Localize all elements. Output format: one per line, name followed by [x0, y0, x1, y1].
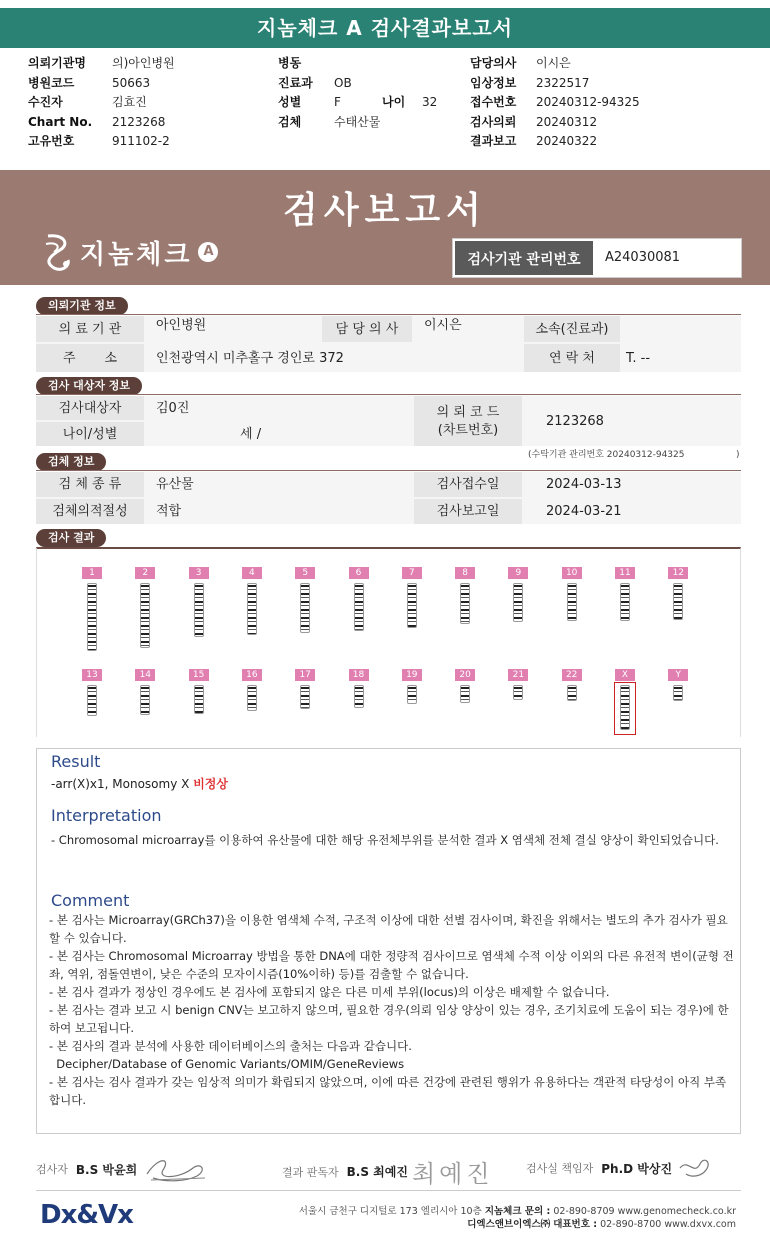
- specimen-fit-value: 적합: [156, 504, 182, 519]
- chromosome-ideogram: [354, 583, 364, 631]
- chromosome-label: 22: [562, 669, 582, 681]
- report-date-label: 검사보고일: [414, 499, 522, 524]
- field-value: 32: [422, 95, 438, 109]
- field-label: 결과보고: [470, 134, 517, 148]
- field-label: 진료과: [278, 75, 313, 90]
- comment-list: [49, 911, 735, 1109]
- footer-line-2: [467, 1216, 736, 1230]
- chromosome-label: 18: [349, 669, 369, 681]
- comment-item: - 본 검사는 Chromosomal Microarray 방법을 통한 DNA에 대한 정량적 검사이므로 염색체 수적 이상 이외의 다른 유전적 변이(균형 전좌, 역위, 점돌연변이, 낮은 수준의 모자이시즘(10%이하) 등)를 검출할 수 없습니다.: [49, 949, 734, 981]
- inst-label: 의 료 기 관: [36, 316, 144, 342]
- chromosome-label: Y: [668, 669, 688, 681]
- signature-name: B.S 박윤희: [75, 1162, 138, 1177]
- result-line: [51, 775, 228, 793]
- management-number-box: [452, 238, 742, 278]
- chromosome-label: 16: [242, 669, 262, 681]
- signature-name: Ph.D 박상진: [601, 1161, 673, 1176]
- signature-role: 검사실 책임자: [526, 1162, 594, 1175]
- report-title: 검사보고서: [283, 190, 487, 231]
- handwritten-signature-icon: [676, 1154, 716, 1182]
- footer-contact: 02-890-8709 www.genomecheck.co.kr: [553, 1206, 736, 1217]
- field-label: 나이: [382, 95, 406, 109]
- field-value: OB: [334, 75, 352, 90]
- result-heading: Result: [51, 752, 101, 771]
- field-label: 검체: [278, 114, 302, 129]
- comment-item: Decipher/Database of Genomic Variants/OMIM/GeneReviews: [49, 1057, 405, 1071]
- interpretation-text: - Chromosomal microarray를 이용하여 유산물에 대한 해당 유전체부위를 분석한 결과 X 염색체 전체 결실 양상이 확인되었습니다.: [51, 833, 719, 847]
- comment-heading: Comment: [51, 891, 130, 910]
- field-value: F: [334, 95, 341, 109]
- signature-director: [526, 1154, 716, 1182]
- specimen-type-value: 유산물: [156, 477, 194, 492]
- abnormal-chromosome-highlight: [614, 682, 636, 735]
- top-info-col2: [278, 54, 437, 132]
- footer-contact: 02-890-8700 www.dxvx.com: [600, 1219, 736, 1230]
- contact-label: 연 락 처: [524, 344, 620, 372]
- contact-value: T. --: [626, 350, 651, 366]
- specimen-fit-label: 검체의적절성: [36, 499, 144, 524]
- chromosome-label: 9: [508, 567, 528, 579]
- top-info-col3: [470, 54, 640, 152]
- field-value: 911102-2: [112, 134, 170, 148]
- field-value: 20240322: [536, 134, 598, 148]
- handwritten-signature: 최예진: [411, 1160, 494, 1188]
- field-label: 의뢰기관명: [28, 56, 86, 70]
- section-specimen-pill: 검체 정보: [36, 453, 106, 471]
- chromosome-ideogram: [567, 685, 577, 701]
- ref-code-label-line1: 의 뢰 코 드: [436, 404, 500, 420]
- dept-value: [620, 316, 741, 342]
- field-value: 20240312: [536, 114, 598, 129]
- chromosome-ideogram: [194, 583, 204, 637]
- footer-line-1: [299, 1203, 736, 1217]
- comment-item: - 본 검사는 검사 결과가 갖는 임상적 의미가 확립되지 않았으며, 이에 따른 건강에 관련된 행위가 유용하다는 객관적 타당성이 아직 부족합니다.: [49, 1075, 727, 1107]
- chromosome-label: 4: [242, 567, 262, 579]
- chromosome-label: 7: [402, 567, 422, 579]
- dna-swirl-icon: [40, 232, 74, 272]
- chromosome-ideogram: [300, 685, 310, 709]
- trustee-mgmt-note: (수탁기관 관리번호 20240312-94325: [528, 450, 685, 460]
- subject-agesex-value: 세 /: [240, 426, 262, 442]
- chromosome-ideogram: [247, 583, 257, 635]
- subject-name-value: 김0진: [156, 400, 190, 416]
- chromosome-ideogram: [194, 685, 204, 714]
- ref-code-label-line2: (차트번호): [437, 422, 499, 438]
- field-label: 수진자: [28, 95, 63, 109]
- field-value: 이시은: [536, 56, 571, 70]
- signature-name: B.S 최예진: [346, 1165, 408, 1179]
- ref-code-value: 2123268: [546, 413, 604, 429]
- management-number-value: A24030081: [605, 250, 681, 265]
- result-abnormal-flag: 비정상: [193, 777, 228, 791]
- chromosome-ideogram: [620, 583, 630, 621]
- signature-reader: [282, 1154, 494, 1189]
- chromosome-label: 20: [455, 669, 475, 681]
- chromosome-ideogram: [87, 685, 97, 716]
- chromosome-label: 1: [82, 567, 102, 579]
- chromosome-label: 5: [295, 567, 315, 579]
- inst-value: 아인병원: [156, 318, 207, 333]
- field-label: Chart No.: [28, 114, 93, 129]
- chromosome-label: 8: [455, 567, 475, 579]
- chromosome-label: 6: [349, 567, 369, 579]
- field-label: 고유번호: [28, 134, 75, 148]
- dept-label: 소속(진료과): [524, 316, 620, 342]
- interpretation-heading: Interpretation: [51, 806, 162, 825]
- footer-org: 지놈체크 문의 :: [484, 1206, 551, 1217]
- chromosome-ideogram: [354, 685, 364, 708]
- addr-value: 인천광역시 미추홀구 경인로 372: [156, 350, 344, 366]
- chromosome-label: 3: [189, 567, 209, 579]
- dxvx-logo: Dx&Vx: [40, 1200, 133, 1230]
- chromosome-label: 10: [562, 567, 582, 579]
- comment-item: - 본 검사 결과가 정상인 경우에도 본 검사에 포함되지 않은 다른 미세 부위(locus)의 이상은 배제할 수 없습니다.: [49, 985, 610, 999]
- chromosome-label: 19: [402, 669, 422, 681]
- chromosome-ideogram: [247, 685, 257, 711]
- field-label: 임상정보: [470, 75, 517, 90]
- field-label: 검사의뢰: [470, 114, 517, 129]
- report-banner-title: 지놈체크 A 검사결과보고서: [0, 8, 770, 48]
- chromosome-ideogram: [673, 685, 683, 701]
- chromosome-label: 13: [82, 669, 102, 681]
- logo-text: 지놈체크: [80, 239, 193, 270]
- footer-address: 서울시 금천구 디지털로 173 엘리시아 10층: [298, 1206, 482, 1217]
- comment-item: - 본 검사의 결과 분석에 사용한 데이터베이스의 출처는 다음과 같습니다.: [49, 1039, 412, 1053]
- field-value: 20240312-94325: [536, 95, 640, 109]
- specimen-type-label: 검 체 종 류: [36, 472, 144, 497]
- field-label: 담당의사: [470, 56, 517, 70]
- chromosome-ideogram: [567, 583, 577, 621]
- chromosome-ideogram: [300, 583, 310, 633]
- footer-divider: [36, 1190, 741, 1191]
- subject-name-label: 검사대상자: [36, 396, 144, 420]
- field-value: 김효진: [112, 95, 147, 109]
- field-value: 2123268: [112, 114, 166, 129]
- comment-item: - 본 검사는 결과 보고 시 benign CNV는 보고하지 않으며, 필요한 경우(의뢰 임상 양상이 있는 경우, 조기치료에 도움이 되는 경우)에 한하여 보고됩니다.: [49, 1003, 729, 1035]
- result-karyotype: -arr(X)x1, Monosomy X: [51, 777, 190, 791]
- signature-role: 결과 판독자: [282, 1165, 339, 1179]
- chromosome-label: 17: [295, 669, 315, 681]
- comment-item: - 본 검사는 Microarray(GRCh37)을 이용한 염색체 수적, 구조적 이상에 대한 선별 검사이며, 확진을 위해서는 별도의 추가 검사가 필요할 수 있습니다.: [49, 913, 728, 945]
- ref-code-label: [414, 396, 522, 446]
- section-subject-pill: 검사 대상자 정보: [36, 377, 142, 395]
- section-divider: [36, 394, 741, 395]
- section-divider: [36, 314, 741, 315]
- chromosome-label: 14: [135, 669, 155, 681]
- chromosome-ideogram: [140, 583, 150, 648]
- received-date-label: 검사접수일: [414, 472, 522, 497]
- top-info-col1: [28, 54, 175, 152]
- logo-badge: A: [198, 242, 218, 262]
- chromosome-ideogram: [87, 583, 97, 651]
- received-date-value: 2024-03-13: [546, 477, 622, 492]
- field-label: 접수번호: [470, 95, 517, 109]
- report-date-value: 2024-03-21: [546, 504, 622, 519]
- field-value: 수태산물: [334, 114, 381, 129]
- handwritten-signature-icon: [141, 1154, 213, 1184]
- genomecheck-logo: [40, 232, 218, 272]
- signature-tester: [36, 1154, 213, 1184]
- footer-org: 디엑스앤브이엑스㈜: [467, 1219, 551, 1230]
- field-value: 2322517: [536, 75, 590, 90]
- karyogram: [36, 547, 741, 737]
- addr-label: 주 소: [36, 344, 144, 372]
- section-institution-pill: 의뢰기관 정보: [36, 297, 128, 315]
- chromosome-ideogram: [460, 583, 470, 624]
- chromosome-ideogram: [460, 685, 470, 703]
- chromosome-label: X: [615, 669, 635, 681]
- chromosome-ideogram: [513, 583, 523, 622]
- chromosome-ideogram: [673, 583, 683, 620]
- section-result-pill: 검사 결과: [36, 529, 106, 547]
- chromosome-label: 21: [508, 669, 528, 681]
- field-value: 의)아인병원: [112, 56, 175, 70]
- chromosome-label: 15: [189, 669, 209, 681]
- chromosome-ideogram: [407, 685, 417, 704]
- chromosome-ideogram: [140, 685, 150, 715]
- chromosome-label: 11: [615, 567, 635, 579]
- chromosome-label: 12: [668, 567, 688, 579]
- trustee-mgmt-note-close: ): [736, 450, 740, 460]
- doctor-value: 이시은: [424, 318, 462, 333]
- section-divider: [36, 470, 741, 471]
- chromosome-ideogram: [513, 685, 523, 700]
- signature-role: 검사자: [36, 1163, 68, 1176]
- field-label: 병원코드: [28, 75, 75, 90]
- top-info-block: [0, 54, 770, 154]
- subject-agesex-label: 나이/성별: [36, 422, 144, 446]
- field-value: 50663: [112, 75, 151, 90]
- chromosome-ideogram: [407, 583, 417, 628]
- field-label: 병동: [278, 56, 302, 70]
- chromosome-label: 2: [135, 567, 155, 579]
- doctor-label: 담 당 의 사: [322, 316, 412, 342]
- management-number-label: 검사기관 관리번호: [453, 239, 595, 277]
- field-label: 성별: [278, 95, 302, 109]
- footer-rep-label: 대표번호 :: [553, 1219, 598, 1230]
